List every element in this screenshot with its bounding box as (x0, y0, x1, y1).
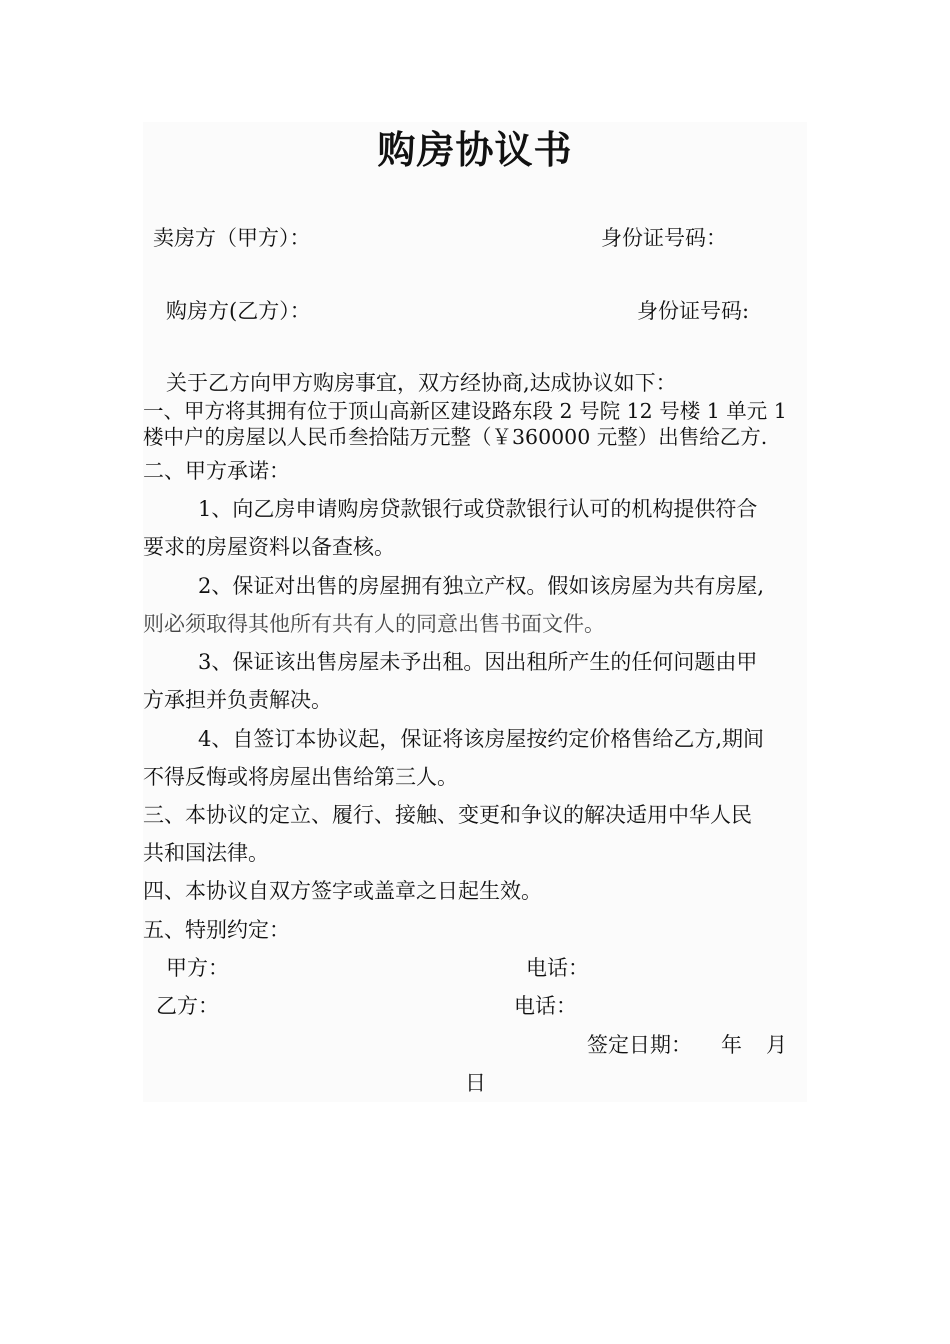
day-label: 日 (465, 1071, 486, 1095)
party-b-phone-label: 电话： (514, 994, 577, 1018)
clause-2-item-1-line-2: 要求的房屋资料以备查核。 (143, 535, 395, 559)
clause-2-item-4-line-2: 不得反悔或将房屋出售给第三人。 (143, 765, 458, 789)
clause-2-item-2-line-1: 2、保证对出售的房屋拥有独立产权。假如该房屋为共有房屋, (198, 574, 765, 598)
signing-date-label: 签定日期： (587, 1033, 692, 1057)
clause-5-heading: 五、特别约定： (143, 918, 290, 942)
clause-2-item-3-line-2: 方承担并负责解决。 (143, 688, 332, 712)
clause-3-line-2: 共和国法律。 (143, 841, 269, 865)
clause-1-line-2: 楼中户的房屋以人民币叁拾陆万元整（￥360000 元整）出售给乙方. (143, 425, 768, 449)
buyer-label: 购房方(乙方）： (166, 299, 311, 323)
document-title: 购房协议书 (377, 127, 573, 172)
clause-4: 四、本协议自双方签字或盖章之日起生效。 (143, 879, 542, 903)
party-a-phone-label: 电话： (526, 956, 589, 980)
year-label: 年 (721, 1033, 742, 1057)
clause-2-item-2-line-2: 则必须取得其他所有共有人的同意出售书面文件。 (143, 612, 605, 636)
clause-2-item-1-line-1: 1、向乙房申请购房贷款银行或贷款银行认可的机构提供符合 (198, 497, 758, 521)
clause-1-line-1: 一、甲方将其拥有位于顶山高新区建设路东段 2 号院 12 号楼 1 单元 1 (143, 399, 787, 423)
clause-3-line-1: 三、本协议的定立、履行、接触、变更和争议的解决适用中华人民 (143, 803, 752, 827)
party-b-signature-label: 乙方： (156, 994, 219, 1018)
month-label: 月 (766, 1033, 787, 1057)
clause-2-item-3-line-1: 3、保证该出售房屋未予出租。因出租所产生的任何问题由甲 (198, 650, 758, 674)
clause-2-item-4-line-1: 4、自签订本协议起，保证将该房屋按约定价格售给乙方,期间 (198, 727, 765, 751)
seller-id-label: 身份证号码： (601, 226, 727, 250)
seller-label: 卖房方（甲方）： (153, 226, 311, 250)
party-a-signature-label: 甲方： (166, 956, 229, 980)
agreement-intro: 关于乙方向甲方购房事宜，双方经协商,达成协议如下： (166, 371, 677, 395)
clause-2-heading: 二、甲方承诺： (143, 459, 290, 483)
buyer-id-label: 身份证号码: (637, 299, 750, 323)
